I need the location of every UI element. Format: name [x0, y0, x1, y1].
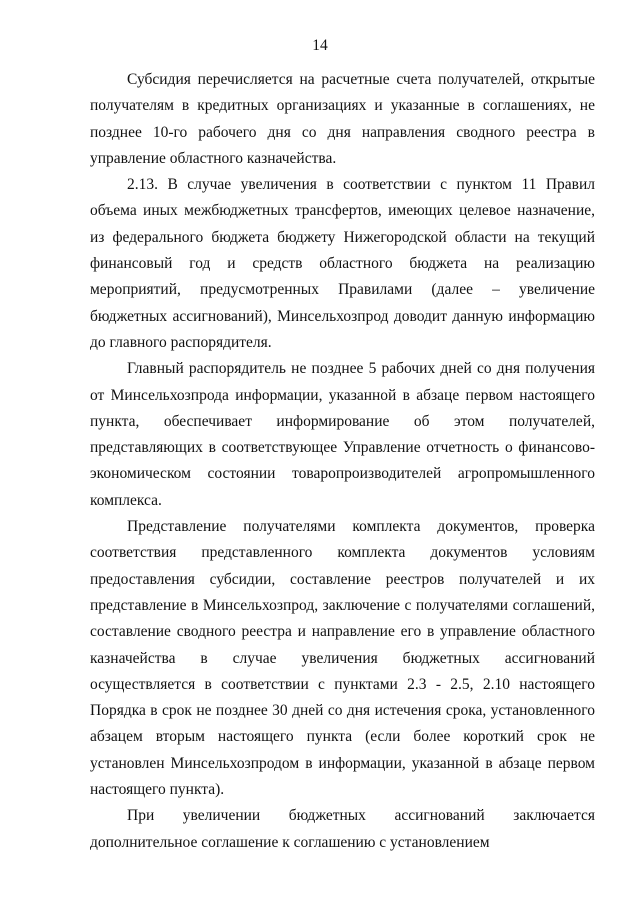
page-number: 14 — [312, 37, 328, 54]
paragraph-chief-administrator: Главный распорядитель не позднее 5 рабочих дней со дня получения от Минсельхозпрода информации, указанной в абзаце первом настоящего пункта, обеспечивает информирование об этом получателей, представляющих в соответствующее Управление отчетность о финансово-экономическом состоянии товаропроизводителей агропромышленного комплекса. — [90, 360, 595, 509]
paragraph-additional-agreement: При увеличении бюджетных ассигнований заключается дополнительное соглашение к соглашению с установлением — [90, 807, 595, 851]
paragraph-2-13: 2.13. В случае увеличения в соответствии с пунктом 11 Правил объема иных межбюджетных трансфертов, имеющих целевое назначение, из федерального бюджета бюджету Нижегородской области на текущий финансовый год и средств областного бюджета на реализацию мероприятий, предусмотренных Правилами (далее – увеличение бюджетных ассигнований), Минсельхозпрод доводит данную информацию до главного распорядителя. — [90, 176, 595, 351]
paragraph-subsidy-transfer: Субсидия перечисляется на расчетные счета получателей, открытые получателям в кредитных организациях и указанные в соглашениях, не позднее 10-го рабочего дня со дня направления сводного реестра в управление областного казначейства. — [90, 71, 595, 167]
document-body — [90, 67, 595, 856]
paragraph-documents-submission: Представление получателями комплекта документов, проверка соответствия представленного комплекта документов условиям предоставления субсидии, составление реестров получателей и их представление в Минсельхозпрод, заключение с получателями соглашений, составление сводного реестра и направление его в управление областного казначейства в случае увеличения бюджетных ассигнований осуществляется в соответствии с пунктами 2.3 - 2.5, 2.10 настоящего Порядка в срок не позднее 30 дней со дня истечения срока, установленного абзацем вторым настоящего пункта (если более короткий срок не установлен Минсельхозпродом в информации, указанной в абзаце первом настоящего пункта). — [90, 518, 595, 799]
